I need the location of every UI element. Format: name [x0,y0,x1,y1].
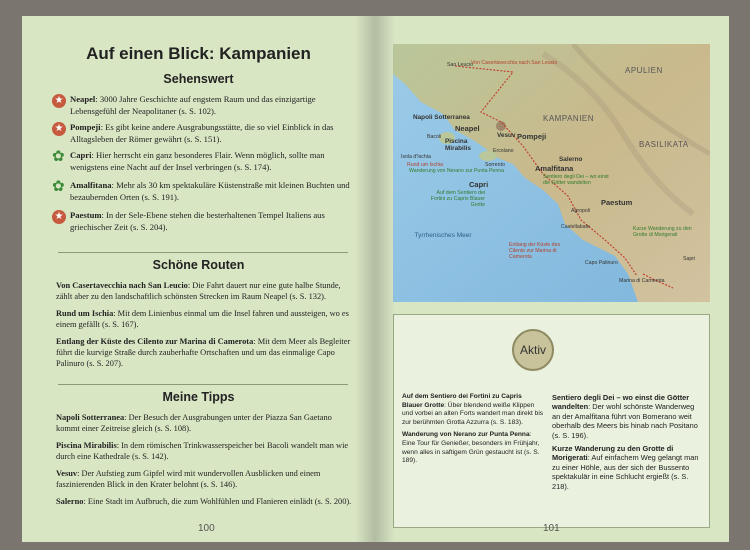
leaf-icon: ✿ [52,177,65,195]
route-item: Entlang der Küste des Cilento zur Marina di Camerota: Mit dem Meer als Begleiter führt die kurvige Straße durch zauberhafte Ortschaften und um das einmalige Capo Palinuro (s. S. 207). [56,337,351,369]
star-icon: ★ [52,94,66,108]
map-route-label: Entlang der Küste des Cilento zur Marina di Camerota [509,242,561,260]
map-place-label: Agropoli [571,208,591,214]
map-activity-label: Sentiero degli Dei – wo einst die Götter wandelten [543,174,609,186]
tip-item: Piscina Mirabilis: In dem römischen Trinkwasserspeicher bei Bacoli wandelt man wie durch eine Kathedrale (s. S. 142). [56,441,349,462]
map-place-label: Marina di Camerota [619,278,665,284]
map-city-label: Paestum [601,198,633,207]
map-place-label: Isola d'Ischia [401,154,431,160]
sights-heading: Sehenswert [163,72,234,86]
map-route-label: Von Casertavecchia nach San Leucio [471,60,558,66]
star-icon: ★ [52,122,66,136]
divider [58,384,348,385]
tips-heading: Meine Tipps [162,390,235,404]
aktiv-badge: Aktiv [512,329,554,371]
map-city-label: Capri [469,180,489,189]
aktiv-item: Sentiero degli Dei – wo einst die Götter wandelten: Der wohl schönste Wanderweg an der Amalfitana führt von Bomerano weit oberhalb des Meers bis hinab nach Positano (s. S. 196). [552,393,698,440]
routes-heading: Schöne Routen [152,258,245,272]
map-city-label: Pompeji [517,132,547,141]
aktiv-item: Kurze Wanderung zu den Grotte di Morigerati: Auf einfachem Weg gelangt man zu einer Höhle, aus der sich der Bussento spektakulär in eine Schlucht ergießt (s. S. 218). [552,444,699,491]
map-activity-label: Auf dem Sentiero dei Fortini zu Capris Blauer Grotte [430,190,485,208]
aktiv-right-column [552,393,704,495]
left-page [22,16,375,542]
page-title: Auf einen Blick: Kampanien [86,44,311,63]
map-tip-label: Vesuv [497,132,516,139]
book-gutter [355,16,395,542]
route-item: Von Casertavecchia nach San Leucio: Die Fahrt dauert nur eine gute halbe Stunde, zählt aber zu den landschaftlich schönsten Strecken im Raum Neapel (s. S. 132). [56,281,341,302]
map-city-label: Amalfitana [535,164,574,173]
map-place-label: San Leucio [447,62,473,68]
region-map [393,44,710,302]
map-city-label: Salerno [559,156,583,163]
tip-item: Napoli Sotterranea: Der Besuch der Ausgrabungen unter der Piazza San Gaetano kommt einer Zeitreise gleich (s. S. 108). [56,413,332,434]
map-region-label: BASILIKATA [639,140,689,149]
aktiv-left-column [402,393,544,470]
map-region-label: KAMPANIEN [543,114,595,123]
tip-item: Vesuv: Der Aufstieg zum Gipfel wird mit wundervollen Ausblicken und einem faszinierenden Blick in den Krater belohnt (s. S. 146). [56,469,321,490]
route-item: Rund um Ischia: Mit dem Linienbus einmal um die Insel fahren und aussteigen, wo es einem gefällt (s. S. 167). [56,309,349,330]
page-number: 101 [543,523,560,534]
sight-item: ✿ Amalfitana: Mehr als 30 km spektakuläre Küstenstraße mit kleinen Buchten und bezaubernden Orten (s. S. 191). [52,177,350,202]
page-number: 100 [198,523,215,534]
map-place-label: Sorrento [485,162,505,168]
map-tip-label: Napoli Sotterranea [413,114,470,121]
star-icon: ★ [52,210,66,224]
map-region-label: APULIEN [625,66,663,75]
leaf-icon: ✿ [52,147,65,165]
map-city-label: Neapel [455,124,480,133]
sight-item: ★ Paestum: In der Sele-Ebene stehen die besterhaltenen Tempel Italiens aus griechischer Zeit (s. S. 204). [52,210,357,233]
map-tip-label: Piscina Mirabilis [445,138,471,152]
aktiv-item: Wanderung von Nerano zur Punta Penna: Eine Tour für Genießer, besonders im Frühjahr, wenn alles in saftigem Grün gestaucht ist (s. S. 189). [402,431,540,465]
map-place-label: Ercolano [493,148,514,154]
sight-item: ★ Pompeji: Es gibt keine andere Ausgrabungsstätte, die so viel Einblick in das Alltagsleben der Römer gewährt (s. S. 151). [52,122,357,145]
sight-item: ★ Neapel: 3000 Jahre Geschichte auf engstem Raum und das einzigartige Lebensgefühl der Neapolitaner (s. S. 102). [52,94,357,117]
sight-item: ✿ Capri: Hier herrscht ein ganz besonderes Flair. Wenn möglich, sollte man wenigstens eine Nacht auf der Insel verbringen (s. S. 174). [52,147,325,172]
map-place-label: Sapri [683,256,696,262]
map-place-label: Bacoli [427,134,442,140]
aktiv-box [393,314,710,528]
map-place-label: Capo Palinuro [585,260,618,266]
aktiv-item: Auf dem Sentiero dei Fortini zu Capris Blauer Grotte: Über blendend weiße Klippen und vorbei an alten Forts wandert man direkt bis zur berühmten Grotta Azzurra (s. S. 183). [402,393,544,426]
map-activity-label: Kurze Wanderung zu den Grotte di Morigerati [633,226,692,238]
map-place-label: Castellabate [561,224,590,230]
map-route-label: Rund um Ischia [407,162,444,168]
map-sea-label: Tyrrhenisches Meer [414,232,472,239]
right-page [375,16,729,542]
tip-item: Salerno: Eine Stadt im Aufbruch, die zum Wohlfühlen und Flanieren einlädt (s. S. 200). [56,497,352,506]
divider [58,252,348,253]
map-activity-label: Wanderung von Nerano zur Punta Penna [409,168,504,174]
